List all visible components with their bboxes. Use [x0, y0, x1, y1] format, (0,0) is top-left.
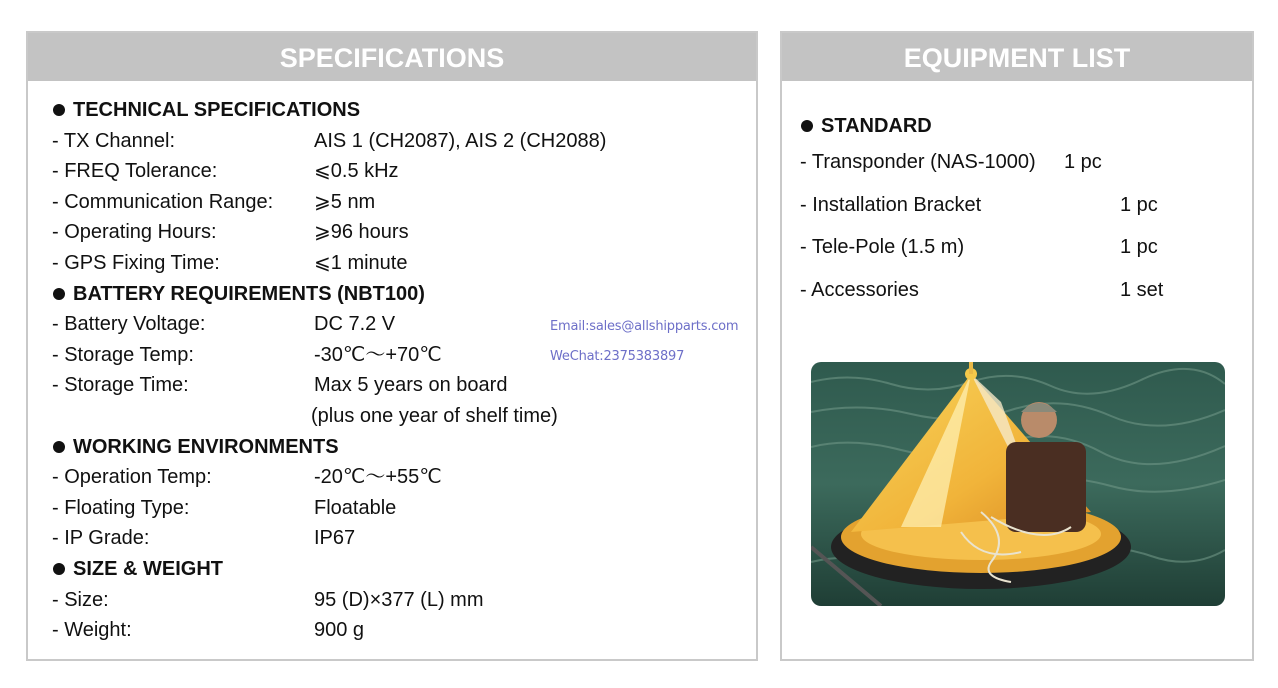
spec-value: Max 5 years on board [314, 374, 508, 397]
equipment-item-qty: 1 pc [1120, 236, 1158, 258]
spec-label: - Operation Temp: [52, 466, 212, 489]
spec-value: ⩽1 minute [314, 251, 408, 274]
equipment-item [800, 141, 1242, 184]
spec-row [52, 217, 746, 248]
spec-row [52, 370, 746, 401]
spec-row [52, 493, 746, 524]
spec-label: - Floating Type: [52, 496, 190, 519]
spec-value: ⩾96 hours [314, 221, 409, 244]
section-title [52, 432, 746, 463]
spec-label: - Communication Range: [52, 190, 274, 213]
spec-row [52, 615, 746, 646]
spec-row [52, 523, 746, 554]
spec-label: - TX Channel: [52, 129, 176, 152]
equipment-item-qty: 1 pc [1120, 193, 1158, 216]
spec-row [52, 156, 746, 187]
bullet-icon [53, 441, 65, 453]
equipment-item [800, 226, 1242, 269]
section-title [52, 279, 746, 310]
equipment-item-qty: 1 pc [1064, 151, 1102, 173]
spec-row [52, 585, 746, 616]
spec-label [52, 401, 314, 432]
equipment-item-qty: 1 set [1120, 278, 1164, 301]
life-raft-photo [811, 362, 1225, 606]
spec-row [52, 187, 746, 218]
bullet-icon [801, 120, 813, 132]
specifications-header: SPECIFICATIONS [28, 33, 756, 81]
spec-row [52, 126, 746, 157]
life-raft-image [811, 362, 1225, 606]
spec-label: - IP Grade: [52, 527, 150, 550]
watermark-wechat: WeChat:2375383897 [550, 349, 685, 364]
equipment-item-name: - Accessories [800, 278, 919, 301]
spec-value: (plus one year of shelf time) [311, 404, 558, 427]
spec-value: ⩾5 nm [314, 190, 376, 213]
section-title-text: WORKING ENVIRONMENTS [73, 435, 339, 458]
specifications-body [52, 95, 746, 646]
equipment-list-header: EQUIPMENT LIST [782, 33, 1252, 81]
spec-row [52, 401, 746, 432]
spec-value: 900 g [314, 619, 365, 642]
spec-label: - FREQ Tolerance: [52, 160, 218, 183]
section-title-text: TECHNICAL SPECIFICATIONS [73, 99, 361, 121]
equipment-item-name: - Installation Bracket [800, 193, 982, 216]
equipment-item-name: - Transponder (NAS-1000) [800, 151, 1036, 173]
standard-section-title [800, 111, 1242, 141]
spec-value: AIS 1 (CH2087), AIS 2 (CH2088) [314, 129, 607, 152]
spec-value: 95 (D)×377 (L) mm [314, 588, 484, 611]
section-title [52, 554, 746, 585]
specifications-panel [26, 31, 758, 661]
bullet-icon [53, 563, 65, 575]
equipment-item-name: - Tele-Pole (1.5 m) [800, 236, 965, 258]
spec-value: IP67 [314, 527, 356, 550]
spec-value: DC 7.2 V [314, 313, 396, 336]
spec-label: - Storage Temp: [52, 343, 194, 366]
equipment-item [800, 184, 1242, 227]
watermark-email: Email:sales@allshipparts.com [550, 319, 739, 334]
bullet-icon [53, 104, 65, 116]
standard-title-text: STANDARD [821, 114, 932, 137]
spec-label: - Storage Time: [52, 374, 189, 397]
equipment-list-body [800, 111, 1242, 311]
section-title-text: BATTERY REQUIREMENTS (NBT100) [73, 282, 425, 305]
spec-value: Floatable [314, 496, 397, 519]
spec-label: - GPS Fixing Time: [52, 251, 220, 274]
spec-label: - Weight: [52, 619, 132, 642]
spec-label: - Size: [52, 588, 109, 611]
bullet-icon [53, 288, 65, 300]
spec-row [52, 248, 746, 279]
equipment-item [800, 269, 1242, 312]
equipment-list-panel [780, 31, 1254, 661]
spec-row [52, 462, 746, 493]
spec-label: - Operating Hours: [52, 221, 217, 244]
spec-value: -20℃～+55℃ [314, 466, 442, 489]
section-title-text: SIZE & WEIGHT [73, 557, 223, 580]
spec-label: - Battery Voltage: [52, 313, 206, 336]
spec-value: -30℃～+70℃ [314, 343, 442, 366]
equipment-items [800, 141, 1242, 311]
spec-value: ⩽0.5 kHz [314, 160, 399, 183]
section-title [52, 95, 746, 126]
